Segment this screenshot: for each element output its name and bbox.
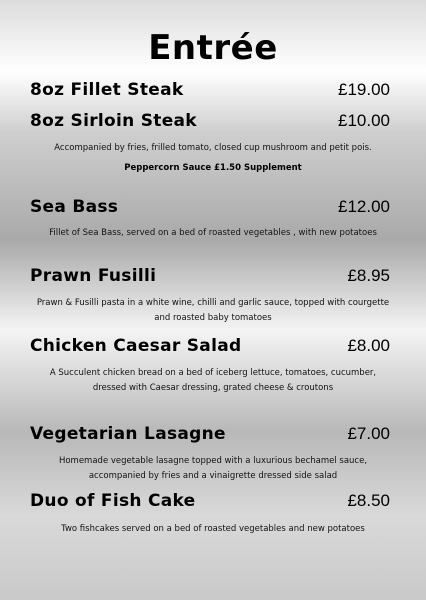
- item-price: £8.95: [347, 266, 390, 285]
- item-name: Duo of Fish Cake: [30, 491, 196, 511]
- item-name: Vegetarian Lasagne: [30, 424, 226, 444]
- item-price: £10.00: [338, 111, 390, 130]
- peppercorn-note: Peppercorn Sauce £1.50 Supplement: [124, 163, 302, 173]
- item-name: Chicken Caesar Salad: [30, 336, 242, 356]
- item-name: 8oz Sirloin Steak: [30, 111, 197, 131]
- menu-item-prawn-fusilli: [30, 266, 390, 286]
- steak-description: Accompanied by fries, frilled tomato, closed cup mushroom and petit pois.: [54, 143, 372, 153]
- vegetarian-lasagne-description: Homemade vegetable lasagne topped with a luxurious bechamel sauce, accompanied by fries and a vinaigrette dressed side salad: [58, 456, 368, 481]
- prawn-fusilli-description: Prawn & Fusilli pasta in a white wine, chilli and garlic sauce, topped with courgette and roasted baby tomatoes: [36, 298, 390, 323]
- menu-item-sirloin-steak: [30, 111, 390, 131]
- item-price: £12.00: [338, 197, 390, 216]
- menu-item-chicken-caesar-salad: [30, 336, 390, 356]
- item-price: £19.00: [338, 80, 390, 99]
- item-price: £8.00: [347, 336, 390, 355]
- item-price: £8.50: [347, 491, 390, 510]
- menu-item-vegetarian-lasagne: [30, 424, 390, 444]
- item-name: Prawn Fusilli: [30, 266, 157, 286]
- item-name: Sea Bass: [30, 197, 119, 217]
- menu-item-fillet-steak: [30, 80, 390, 100]
- sea-bass-description: Fillet of Sea Bass, served on a bed of roasted vegetables , with new potatoes: [49, 228, 377, 238]
- item-price: £7.00: [347, 424, 390, 443]
- menu-item-duo-of-fish-cake: [30, 491, 390, 511]
- item-name: 8oz Fillet Steak: [30, 80, 184, 100]
- page-title: Entrée: [148, 28, 278, 68]
- menu-item-sea-bass: [30, 197, 390, 217]
- fish-cake-description: Two fishcakes served on a bed of roasted vegetables and new potatoes: [61, 524, 365, 534]
- chicken-caesar-description: A Succulent chicken bread on a bed of iceberg lettuce, tomatoes, cucumber, dressed with Caesar dressing, grated cheese & croutons: [49, 368, 377, 393]
